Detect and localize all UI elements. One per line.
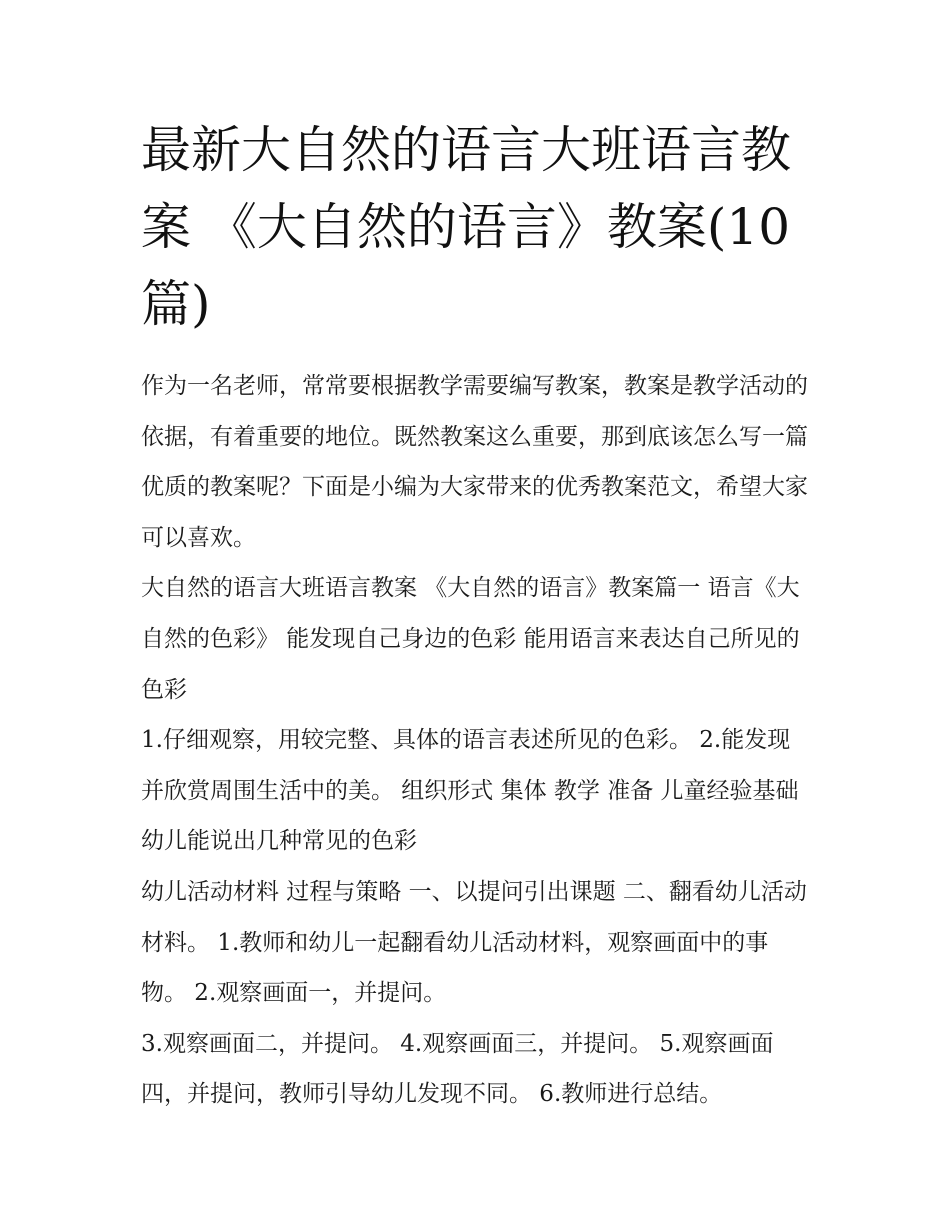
paragraph-intro: 作为一名老师，常常要根据教学需要编写教案，教案是教学活动的依据，有着重要的地位。既然教案这么重要，那到底该怎么写一篇优质的教案呢？下面是小编为大家带来的优秀教案范文，希望大家可以喜欢。: [141, 373, 808, 551]
paragraph-observation: 3.观察画面二，并提问。 4.观察画面三，并提问。 5.观察画面四，并提问，教师引导幼儿发现不同。 6.教师进行总结。: [141, 1030, 774, 1108]
paragraph-lesson-one: 大自然的语言大班语言教案 《大自然的语言》教案篇一 语言《大自然的色彩》 能发现自己身边的色彩 能用语言来表达自己所见的色彩: [141, 575, 800, 703]
paragraph-goals: 1.仔细观察，用较完整、具体的语言表述所见的色彩。 2.能发现并欣赏周围生活中的美。 组织形式 集体 教学 准备 儿童经验基础 幼儿能说出几种常见的色彩: [141, 727, 799, 855]
document-title: 最新大自然的语言大班语言教案 《大自然的语言》教案(10篇): [141, 121, 791, 333]
document-body: [141, 112, 813, 1120]
paragraph-process: 幼儿活动材料 过程与策略 一、以提问引出课题 二、翻看幼儿活动材料。 1.教师和幼儿一起翻看幼儿活动材料，观察画面中的事物。 2.观察画面一，并提问。: [141, 878, 807, 1007]
